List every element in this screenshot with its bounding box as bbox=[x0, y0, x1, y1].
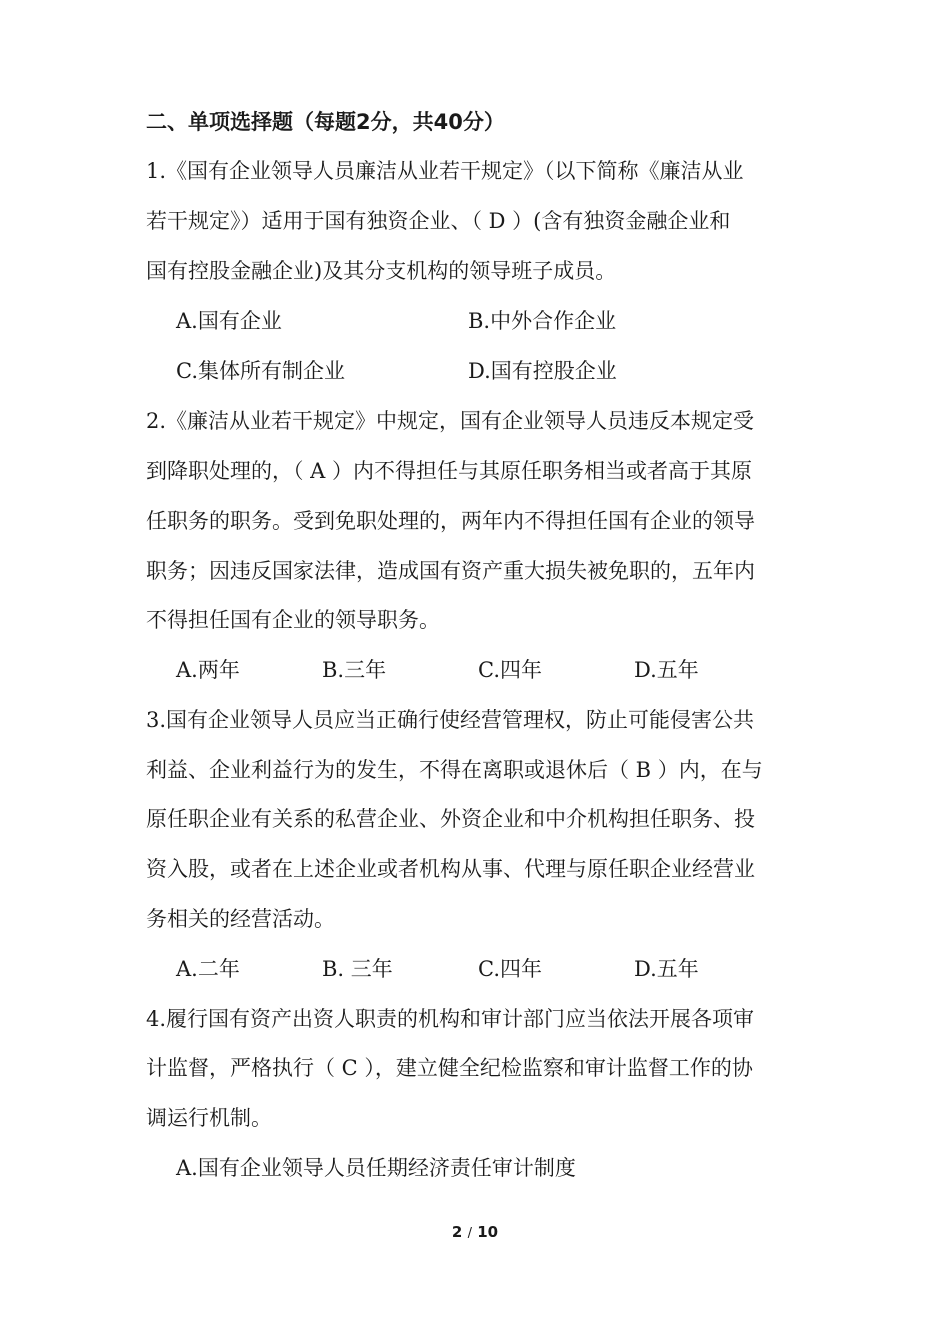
question-3-line-3: 原任职企业有关系的私营企业、外资企业和中介机构担任职务、投 bbox=[146, 807, 755, 831]
question-3-line-2: 利益、企业利益行为的发生，不得在离职或退休后（ B ）内，在与 bbox=[146, 758, 763, 782]
section-title: 二、单项选择题（每题2分，共40分） bbox=[146, 110, 505, 134]
page-footer bbox=[0, 1223, 950, 1241]
question-2-line-1: 2.《廉洁从业若干规定》中规定，国有企业领导人员违反本规定受 bbox=[146, 409, 755, 433]
question-1-option-d: D.国有控股企业 bbox=[468, 359, 617, 383]
question-4-line-2: 计监督，严格执行（ C ），建立健全纪检监察和审计监督工作的协 bbox=[146, 1056, 753, 1080]
question-2-option-d: D.五年 bbox=[634, 658, 699, 682]
question-3-option-b: B. 三年 bbox=[322, 957, 393, 981]
question-4-line-1: 4.履行国有资产出资人职责的机构和审计部门应当依法开展各项审 bbox=[146, 1007, 755, 1031]
question-3-option-d: D.五年 bbox=[634, 957, 699, 981]
page-separator: / bbox=[467, 1226, 472, 1241]
total-pages: 10 bbox=[477, 1223, 499, 1241]
question-1-option-a: A.国有企业 bbox=[176, 309, 282, 333]
question-2-line-5: 不得担任国有企业的领导职务。 bbox=[146, 608, 440, 632]
question-3-line-1: 3.国有企业领导人员应当正确行使经营管理权，防止可能侵害公共 bbox=[146, 708, 755, 732]
question-4-line-3: 调运行机制。 bbox=[146, 1106, 272, 1130]
question-2-line-2: 到降职处理的，（ A ）内不得担任与其原任职务相当或者高于其原 bbox=[146, 459, 753, 483]
question-4-option-a: A.国有企业领导人员任期经济责任审计制度 bbox=[176, 1156, 576, 1180]
question-1-line-3: 国有控股金融企业)及其分支机构的领导班子成员。 bbox=[146, 259, 617, 283]
question-1-line-2: 若干规定》）适用于国有独资企业、（ D ）(含有独资金融企业和 bbox=[146, 209, 731, 233]
question-2-option-c: C.四年 bbox=[478, 658, 542, 682]
question-3-option-a: A.二年 bbox=[176, 957, 240, 981]
question-2-line-4: 职务；因违反国家法律，造成国有资产重大损失被免职的，五年内 bbox=[146, 559, 755, 583]
question-2-option-b: B.三年 bbox=[322, 658, 387, 682]
question-1-line-1: 1.《国有企业领导人员廉洁从业若干规定》（以下简称《廉洁从业 bbox=[146, 159, 744, 183]
question-1-option-b: B.中外合作企业 bbox=[468, 309, 617, 333]
question-2-line-3: 任职务的职务。受到免职处理的，两年内不得担任国有企业的领导 bbox=[146, 509, 755, 533]
question-3-option-c: C.四年 bbox=[478, 957, 542, 981]
question-1-option-c: C.集体所有制企业 bbox=[176, 359, 345, 383]
question-3-line-4: 资入股，或者在上述企业或者机构从事、代理与原任职企业经营业 bbox=[146, 857, 755, 881]
question-3-line-5: 务相关的经营活动。 bbox=[146, 907, 335, 931]
page-number: 2 bbox=[451, 1223, 463, 1241]
question-2-option-a: A.两年 bbox=[176, 658, 240, 682]
